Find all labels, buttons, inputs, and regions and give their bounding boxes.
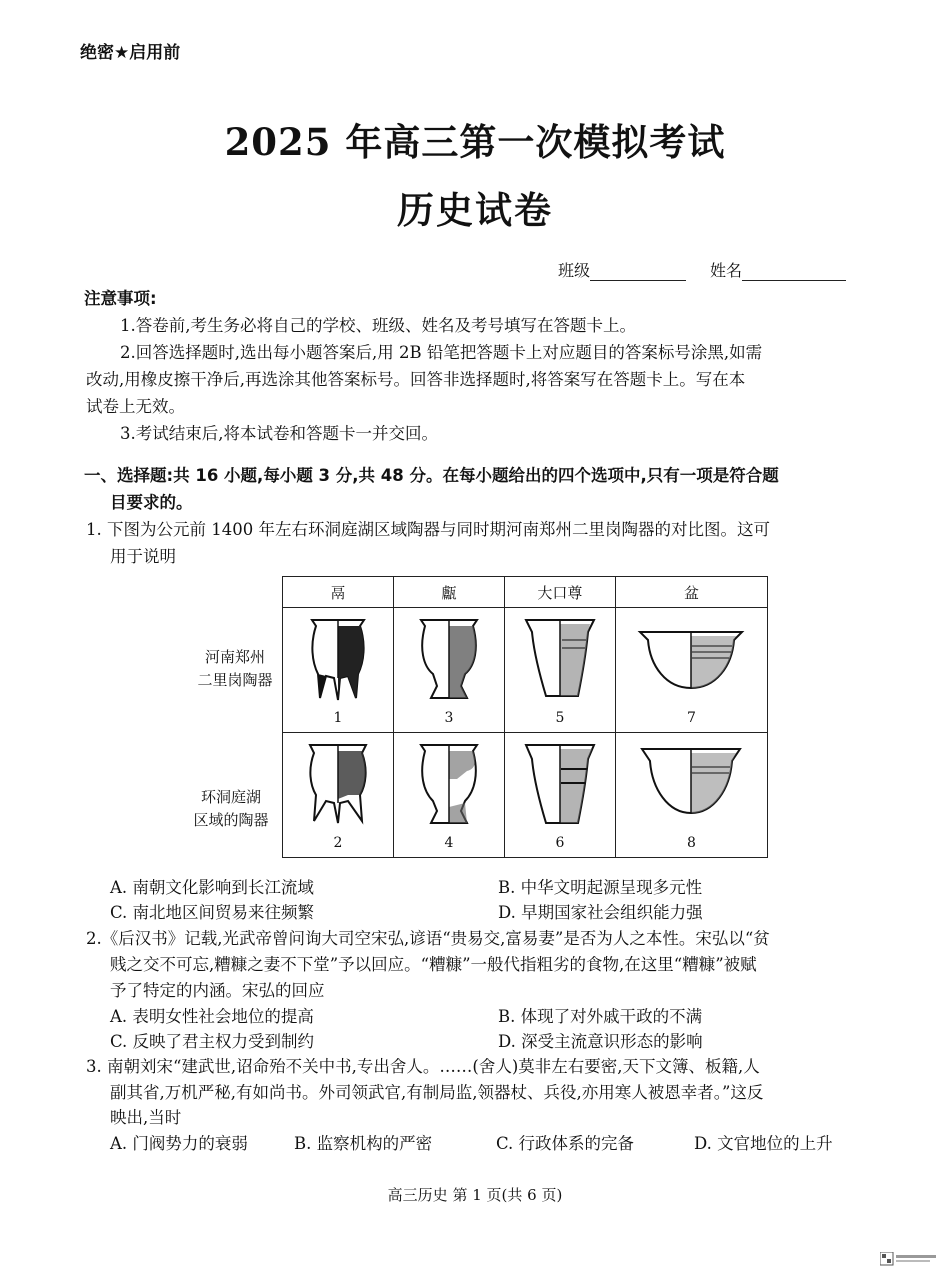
q1-option-a[interactable]: A. 南朝文化影响到长江流域 [110, 878, 314, 897]
class-blank[interactable] [590, 264, 686, 281]
li-tripod-icon [298, 614, 378, 702]
pottery-cell [504, 733, 615, 858]
scanner-watermark-icon [880, 1252, 938, 1266]
q3-option-a[interactable]: A. 门阀势力的衰弱 [110, 1134, 248, 1153]
name-field[interactable] [710, 258, 846, 281]
notice-heading: 注意事项: [84, 289, 157, 308]
q2-option-c[interactable]: C. 反映了君主权力受到制约 [110, 1032, 315, 1051]
pottery-number: 3 [444, 710, 454, 726]
zun-vessel-icon [520, 739, 600, 827]
col-header-yan: 甗 [393, 577, 504, 608]
q2-stem-cont: 贱之交不可忘,糟糠之妻不下堂”予以回应。“糟糠”一般代指粗劣的食物,在这里“糟糠”被赋 [110, 955, 757, 974]
class-label: 班级 [558, 261, 591, 280]
col-header-pen: 盆 [615, 577, 767, 608]
q3-option-b[interactable]: B. 监察机构的严密 [294, 1134, 433, 1153]
q1-option-b[interactable]: B. 中华文明起源呈现多元性 [498, 878, 703, 897]
q1-stem: 1. 下图为公元前 1400 年左右环洞庭湖区域陶器与同时期河南郑州二里岗陶器的对比图。这可 [86, 520, 770, 539]
pottery-cell [615, 733, 767, 858]
section-heading-cont: 目要求的。 [110, 493, 193, 512]
pottery-cell [393, 733, 504, 858]
pottery-number: 2 [333, 835, 343, 851]
pottery-cell [615, 608, 767, 733]
row-label-dongting: 环洞庭湖 区域的陶器 [193, 788, 269, 829]
page-footer: 高三历史 第 1 页(共 6 页) [387, 1186, 563, 1204]
zun-vessel-icon [520, 614, 600, 702]
pen-basin-icon [636, 614, 746, 702]
q2-option-b[interactable]: B. 体现了对外戚干政的不满 [498, 1007, 703, 1026]
q1-stem-cont: 用于说明 [110, 547, 176, 566]
q2-option-d[interactable]: D. 深受主流意识形态的影响 [498, 1032, 703, 1051]
q3-stem-cont: 映出,当时 [110, 1108, 182, 1127]
class-field[interactable] [558, 258, 686, 281]
q2-stem-cont: 予了特定的内涵。宋弘的回应 [110, 981, 325, 1000]
notice-item: 改动,用橡皮擦干净后,再选涂其他答案标号。回答非选择题时,将答案写在答题卡上。写在本 [86, 370, 746, 389]
notice-item: 3.考试结束后,将本试卷和答题卡一并交回。 [120, 424, 438, 443]
exam-subtitle: 历史试卷 [397, 188, 553, 232]
q3-stem: 3. 南朝刘宋“建武世,诏命殆不关中书,专出舍人。……(舍人)莫非左右要密,天下文簿、板籍,人 [86, 1057, 760, 1076]
confidential-label: 绝密★启用前 [80, 43, 181, 63]
pottery-number: 6 [555, 835, 565, 851]
col-header-li: 鬲 [283, 577, 394, 608]
pottery-number: 1 [333, 710, 343, 726]
q2-option-a[interactable]: A. 表明女性社会地位的提高 [110, 1007, 314, 1026]
q2-stem: 2.《后汉书》记载,光武帝曾问询大司空宋弘,谚语“贵易交,富易妻”是否为人之本性。宋弘以“贫 [86, 929, 770, 948]
q3-stem-cont: 副其省,万机严秘,有如尚书。外司领武官,有制局监,领器杖、兵役,亦用寒人被恩幸者。”这反 [110, 1083, 764, 1102]
pottery-cell [504, 608, 615, 733]
yan-steamer-icon [409, 739, 489, 827]
row-label-zhengzhou: 河南郑州 二里岗陶器 [197, 648, 273, 689]
q1-option-c[interactable]: C. 南北地区间贸易来往频繁 [110, 903, 315, 922]
exam-title: 2025 年高三第一次模拟考试 [224, 120, 726, 164]
notice-item: 试卷上无效。 [86, 397, 185, 416]
pottery-number: 8 [686, 835, 696, 851]
notice-item: 1.答卷前,考生务必将自己的学校、班级、姓名及考号填写在答题卡上。 [120, 316, 636, 335]
pottery-number: 4 [444, 835, 454, 851]
pottery-cell [283, 733, 394, 858]
pottery-cell [283, 608, 394, 733]
pen-basin-icon [636, 739, 746, 827]
q1-option-d[interactable]: D. 早期国家社会组织能力强 [498, 903, 703, 922]
name-blank[interactable] [742, 264, 846, 281]
q3-option-d[interactable]: D. 文官地位的上升 [694, 1134, 833, 1153]
q3-option-c[interactable]: C. 行政体系的完备 [496, 1134, 635, 1153]
pottery-cell [393, 608, 504, 733]
pottery-comparison-table [282, 576, 768, 858]
col-header-zun: 大口尊 [504, 577, 615, 608]
yan-steamer-icon [409, 614, 489, 702]
pottery-number: 5 [555, 710, 565, 726]
notice-item: 2.回答选择题时,选出每小题答案后,用 2B 铅笔把答题卡上对应题目的答案标号涂黑,如需 [120, 343, 763, 362]
name-label: 姓名 [710, 261, 743, 280]
li-tripod-icon [298, 739, 378, 827]
section-heading: 一、选择题:共 16 小题,每小题 3 分,共 48 分。在每小题给出的四个选项中,只有一项是符合题 [84, 466, 779, 485]
pottery-number: 7 [686, 710, 696, 726]
